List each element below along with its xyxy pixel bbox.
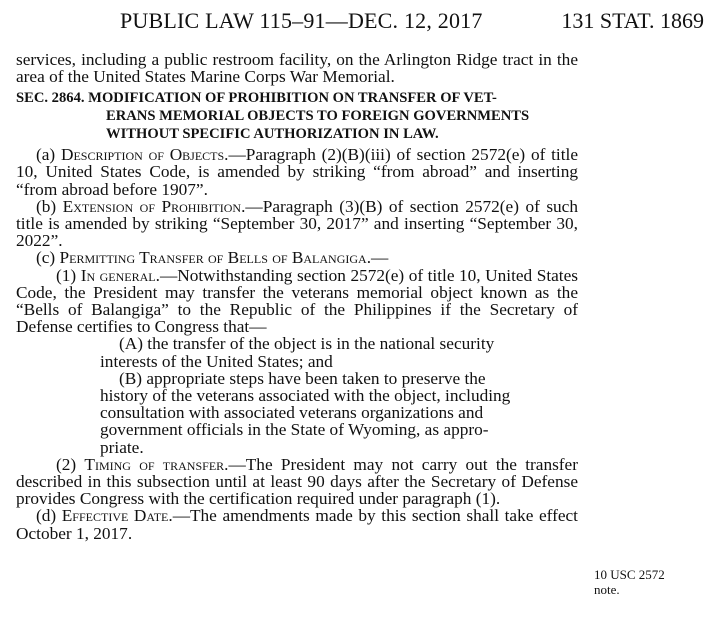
subparagraph-a bbox=[16, 335, 578, 369]
subsection-c-text: — bbox=[371, 248, 389, 268]
paragraph-c-2-text: —The President may not carry out the transfer described in this subsection until at least 90 days after the Secretary of Defense provides Congress with the certification required under paragraph (1). bbox=[16, 454, 578, 509]
public-law-title: PUBLIC LAW 115–91—DEC. 12, 2017 bbox=[120, 8, 483, 33]
margin-note-line-2: note. bbox=[594, 582, 620, 597]
paragraph-c-1-label: (1) bbox=[56, 265, 81, 285]
subsection-d-label: (d) bbox=[36, 506, 62, 526]
statute-page-number: 131 STAT. 1869 bbox=[561, 8, 704, 33]
section-heading-line-3: WITHOUT SPECIFIC AUTHORIZATION IN LAW. bbox=[106, 125, 439, 142]
subsection-b-text: —Paragraph (3)(B) of section 2572(e) of such title is amended by striking “September 30, 2017” and inserting “September 30, 2022”. bbox=[16, 196, 578, 251]
subsection-c-label: (c) bbox=[36, 248, 60, 268]
subparagraph-b-line-2: history of the veterans associated with the object, including bbox=[100, 386, 511, 406]
paragraph-c-2 bbox=[16, 456, 578, 508]
section-heading bbox=[16, 90, 578, 143]
subsection-a bbox=[16, 146, 578, 198]
paragraph-c-1-text: —Notwithstanding section 2572(e) of title 10, United States Code, the President may transfer the veterans memorial object known as the “Bells of Balangiga” to the Republic of the Philippines if the Secretary of Defense certifies to Congress that— bbox=[16, 265, 578, 337]
subsection-a-label: (a) bbox=[36, 145, 61, 165]
subparagraph-a-line-2: interests of the United States; and bbox=[100, 351, 333, 371]
subparagraph-b-line-4: government officials in the State of Wyoming, as appro- bbox=[100, 420, 489, 440]
paragraph-c-2-label: (2) bbox=[56, 454, 85, 474]
subparagraph-a-line-1: (A) the transfer of the object is in the national security bbox=[119, 334, 495, 354]
subsection-a-caption: Description of Objects. bbox=[60, 145, 229, 165]
subsection-b-label: (b) bbox=[36, 196, 63, 216]
paragraph-c-1 bbox=[16, 267, 578, 336]
subsection-b bbox=[16, 198, 578, 250]
section-heading-line-1: SEC. 2864. MODIFICATION OF PROHIBITION ON TRANSFER OF VET- bbox=[16, 90, 497, 107]
subparagraph-b bbox=[16, 370, 578, 456]
margin-note-line-1: 10 USC 2572 bbox=[594, 567, 665, 582]
document-body bbox=[16, 51, 578, 542]
subsection-d-text: —The amendments made by this section shall take effect October 1, 2017. bbox=[16, 506, 578, 543]
subsection-d bbox=[16, 507, 578, 541]
margin-note bbox=[594, 567, 665, 597]
subsection-a-text: —Paragraph (2)(B)(iii) of section 2572(e) of title 10, United States Code, is amended by striking “from abroad” and inserting “from abroad before 1907”. bbox=[16, 145, 578, 199]
subsection-d-caption: Effective Date. bbox=[61, 506, 173, 526]
subsection-c bbox=[16, 249, 578, 266]
paragraph-c-2-caption: Timing of transfer. bbox=[84, 454, 229, 474]
subsection-c-caption: Permitting Transfer of Bells of Balangiga. bbox=[59, 248, 372, 268]
intro-paragraph: services, including a public restroom facility, on the Arlington Ridge tract in the area of the United States Marine Corps War Memorial. bbox=[16, 50, 578, 87]
page-header bbox=[0, 8, 720, 38]
subparagraph-b-line-1: (B) appropriate steps have been taken to preserve the bbox=[119, 368, 486, 388]
subparagraph-b-line-5: priate. bbox=[100, 437, 144, 457]
section-heading-line-2: ERANS MEMORIAL OBJECTS TO FOREIGN GOVERNMENTS bbox=[106, 108, 530, 124]
subparagraph-b-line-3: consultation with associated veterans organizations and bbox=[100, 403, 484, 423]
paragraph-c-1-caption: In general. bbox=[80, 265, 160, 285]
subsection-b-caption: Extension of Prohibition. bbox=[62, 196, 246, 216]
